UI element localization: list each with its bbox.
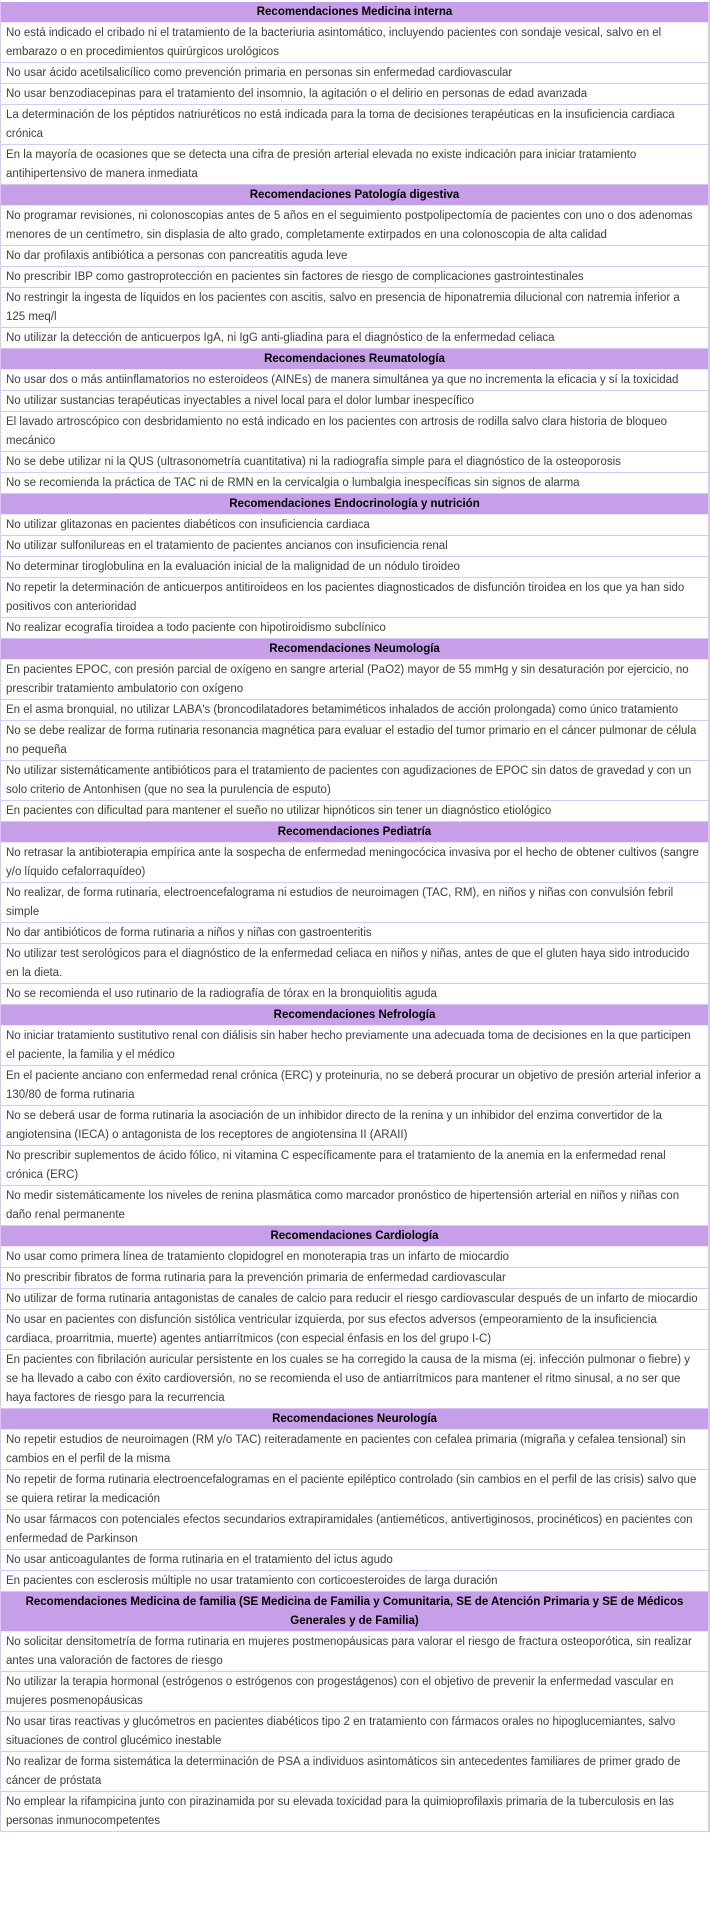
recommendation-row: No retrasar la antibioterapia empírica ante la sospecha de enfermedad meningocócica invasiva por el hecho de obtener cultivos (sangre y/o líquido cefalorraquídeo) [1,843,708,883]
recommendation-row: En pacientes EPOC, con presión parcial de oxígeno en sangre arterial (PaO2) mayor de 55 mmHg y sin desaturación por ejercicio, no prescribir tratamiento ambulatorio con oxígeno [1,660,708,700]
recommendation-row: No usar dos o más antiinflamatorios no esteroideos (AINEs) de manera simultánea ya que no incrementa la eficacia y sí la toxicidad [1,370,708,391]
recommendation-row: No prescribir IBP como gastroprotección en pacientes sin factores de riesgo de complicaciones gastrointestinales [1,267,708,288]
recommendation-row: No utilizar sistemáticamente antibióticos para el tratamiento de pacientes con agudizaciones de EPOC sin datos de gravedad y con un solo criterio de Antonhisen (que no sea la purulencia de esputo) [1,761,708,801]
section-header: Recomendaciones Neurología [1,1409,708,1430]
section-header: Recomendaciones Pediatría [1,822,708,843]
recommendation-row: No programar revisiones, ni colonoscopias antes de 5 años en el seguimiento postpolipectomía de pacientes con uno o dos adenomas menores de un centímetro, sin displasia de alto grado, completamente extirpados en una colonoscopia de alta calidad [1,206,708,246]
recommendation-row: No utilizar sustancias terapéuticas inyectables a nivel local para el dolor lumbar inespecífico [1,391,708,412]
recommendation-row: No usar ácido acetilsalicílico como prevención primaria en personas sin enfermedad cardiovascular [1,63,708,84]
recommendation-row: No solicitar densitometría de forma rutinaria en mujeres postmenopáusicas para valorar el riesgo de fractura osteoporótica, sin realizar antes una valoración de factores de riesgo [1,1632,708,1672]
recommendation-row: La determinación de los péptidos natriuréticos no está indicada para la toma de decisiones terapéuticas en la insuficiencia cardiaca crónica [1,105,708,145]
recommendation-row: No usar tiras reactivas y glucómetros en pacientes diabéticos tipo 2 en tratamiento con fármacos orales no hipoglucemiantes, salvo situaciones de control glucémico inestable [1,1712,708,1752]
recommendation-row: No repetir de forma rutinaria electroencefalogramas en el paciente epiléptico controlado (sin cambios en el perfil de las crisis) salvo que se quiera retirar la medicación [1,1470,708,1510]
recommendation-row: No usar benzodiacepinas para el tratamiento del insomnio, la agitación o el delirio en personas de edad avanzada [1,84,708,105]
section-header: Recomendaciones Endocrinología y nutrición [1,494,708,515]
recommendation-row: No usar anticoagulantes de forma rutinaria en el tratamiento del ictus agudo [1,1550,708,1571]
recommendation-row: En el paciente anciano con enfermedad renal crónica (ERC) y proteinuria, no se deberá procurar un objetivo de presión arterial inferior a 130/80 de forma rutinaria [1,1066,708,1106]
recommendation-row: No repetir estudios de neuroimagen (RM y/o TAC) reiteradamente en pacientes con cefalea primaria (migraña y cefalea tensional) sin cambios en el perfil de la misma [1,1430,708,1470]
recommendation-row: No prescribir suplementos de ácido fólico, ni vitamina C específicamente para el tratamiento de la anemia en la enfermedad renal crónica (ERC) [1,1146,708,1186]
recommendation-row: No determinar tiroglobulina en la evaluación inicial de la malignidad de un nódulo tiroideo [1,557,708,578]
recommendation-row: No utilizar test serológicos para el diagnóstico de la enfermedad celiaca en niños y niñas, antes de que el gluten haya sido introducido en la dieta. [1,944,708,984]
recommendation-row: No usar como primera línea de tratamiento clopidogrel en monoterapia tras un infarto de miocardio [1,1247,708,1268]
section-header: Recomendaciones Medicina interna [1,2,708,23]
recommendation-row: No realizar de forma sistemática la determinación de PSA a individuos asintomáticos sin antecedentes familiares de primer grado de cáncer de próstata [1,1752,708,1792]
recommendation-row: No dar antibióticos de forma rutinaria a niños y niñas con gastroenteritis [1,923,708,944]
recommendation-row: En pacientes con dificultad para mantener el sueño no utilizar hipnóticos sin tener un diagnóstico etiológico [1,801,708,822]
section-header: Recomendaciones Nefrología [1,1005,708,1026]
section-header: Recomendaciones Neumología [1,639,708,660]
recommendation-row: No prescribir fibratos de forma rutinaria para la prevención primaria de enfermedad cardiovascular [1,1268,708,1289]
recommendation-row: No utilizar la terapia hormonal (estrógenos o estrógenos con progestágenos) con el objetivo de prevenir la enfermedad vascular en mujeres posmenopáusicas [1,1672,708,1712]
recommendation-row: No dar profilaxis antibiótica a personas con pancreatitis aguda leve [1,246,708,267]
section-header: Recomendaciones Reumatología [1,349,708,370]
recommendation-row: En pacientes con esclerosis múltiple no usar tratamiento con corticoesteroides de larga duración [1,1571,708,1592]
recommendation-row: En pacientes con fibrilación auricular persistente en los cuales se ha corregido la causa de la misma (ej. infección pulmonar o fiebre) y se ha llevado a cabo con éxito cardioversión, no se recomienda el uso de antiarrítmicos para mantener el ritmo sinusal, a no ser que haya factores de riesgo para la recurrencia [1,1350,708,1409]
recommendation-row: No iniciar tratamiento sustitutivo renal con diálisis sin haber hecho previamente una adecuada toma de decisiones en la que participen el paciente, la familia y el médico [1,1026,708,1066]
recommendation-row: No está indicado el cribado ni el tratamiento de la bacteriuria asintomático, incluyendo pacientes con sondaje vesical, salvo en el embarazo o en procedimientos quirúrgicos urológicos [1,23,708,63]
recommendation-row: No se recomienda el uso rutinario de la radiografía de tórax en la bronquiolitis aguda [1,984,708,1005]
recommendation-row: No restringir la ingesta de líquidos en los pacientes con ascitis, salvo en presencia de hiponatremia dilucional con natremia inferior a 125 meq/l [1,288,708,328]
recommendation-row: No usar en pacientes con disfunción sistólica ventricular izquierda, por sus efectos adversos (empeoramiento de la insuficiencia cardiaca, proarritmia, muerte) agentes antiarrítmicos (con especial énfasis en los del grupo I-C) [1,1310,708,1350]
recommendation-row: En el asma bronquial, no utilizar LABA's (broncodilatadores betamiméticos inhalados de acción prolongada) como único tratamiento [1,700,708,721]
recommendation-row: No se deberá usar de forma rutinaria la asociación de un inhibidor directo de la renina y un inhibidor del enzima convertidor de la angiotensina (IECA) o antagonista de los receptores de angiotensina II (ARAII) [1,1106,708,1146]
recommendation-row: No repetir la determinación de anticuerpos antitiroideos en los pacientes diagnosticados de disfunción tiroidea en los que ya han sido positivos con anterioridad [1,578,708,618]
recommendation-row: No utilizar de forma rutinaria antagonistas de canales de calcio para reducir el riesgo cardiovascular después de un infarto de miocardio [1,1289,708,1310]
recommendation-row: No utilizar sulfonilureas en el tratamiento de pacientes ancianos con insuficiencia renal [1,536,708,557]
recommendation-row: En la mayoría de ocasiones que se detecta una cifra de presión arterial elevada no existe indicación para iniciar tratamiento antihipertensivo de manera inmediata [1,145,708,185]
section-header: Recomendaciones Medicina de familia (SE Medicina de Familia y Comunitaria, SE de Atención Primaria y SE de Médicos Generales y de Familia) [1,1592,708,1632]
recommendation-row: No se debe utilizar ni la QUS (ultrasonometría cuantitativa) ni la radiografía simple para el diagnóstico de la osteoporosis [1,452,708,473]
section-header: Recomendaciones Patología digestiva [1,185,708,206]
recommendation-row: No usar fármacos con potenciales efectos secundarios extrapiramidales (antieméticos, antivertiginosos, procinéticos) en pacientes con enfermedad de Parkinson [1,1510,708,1550]
recommendation-row: No utilizar glitazonas en pacientes diabéticos con insuficiencia cardiaca [1,515,708,536]
recommendation-row: No realizar, de forma rutinaria, electroencefalograma ni estudios de neuroimagen (TAC, RM), en niños y niñas con convulsión febril simple [1,883,708,923]
recommendation-row: No se debe realizar de forma rutinaria resonancia magnética para evaluar el estadio del tumor primario en el cáncer pulmonar de célula no pequeña [1,721,708,761]
recommendation-row: No realizar ecografía tiroidea a todo paciente con hipotiroidismo subclínico [1,618,708,639]
recommendation-row: No medir sistemáticamente los niveles de renina plasmática como marcador pronóstico de hipertensión arterial en niños y niñas con daño renal permanente [1,1186,708,1226]
recommendation-row: El lavado artroscópico con desbridamiento no está indicado en los pacientes con artrosis de rodilla salvo clara historia de bloqueo mecánico [1,412,708,452]
recommendation-row: No se recomienda la práctica de TAC ni de RMN en la cervicalgia o lumbalgia inespecíficas sin signos de alarma [1,473,708,494]
recommendation-row: No emplear la rifampicina junto con pirazinamida por su elevada toxicidad para la quimioprofilaxis primaria de la tuberculosis en las personas inmunocompetentes [1,1792,708,1832]
recommendation-row: No utilizar la detección de anticuerpos IgA, ni IgG anti-gliadina para el diagnóstico de la enfermedad celiaca [1,328,708,349]
section-header: Recomendaciones Cardiología [1,1226,708,1247]
